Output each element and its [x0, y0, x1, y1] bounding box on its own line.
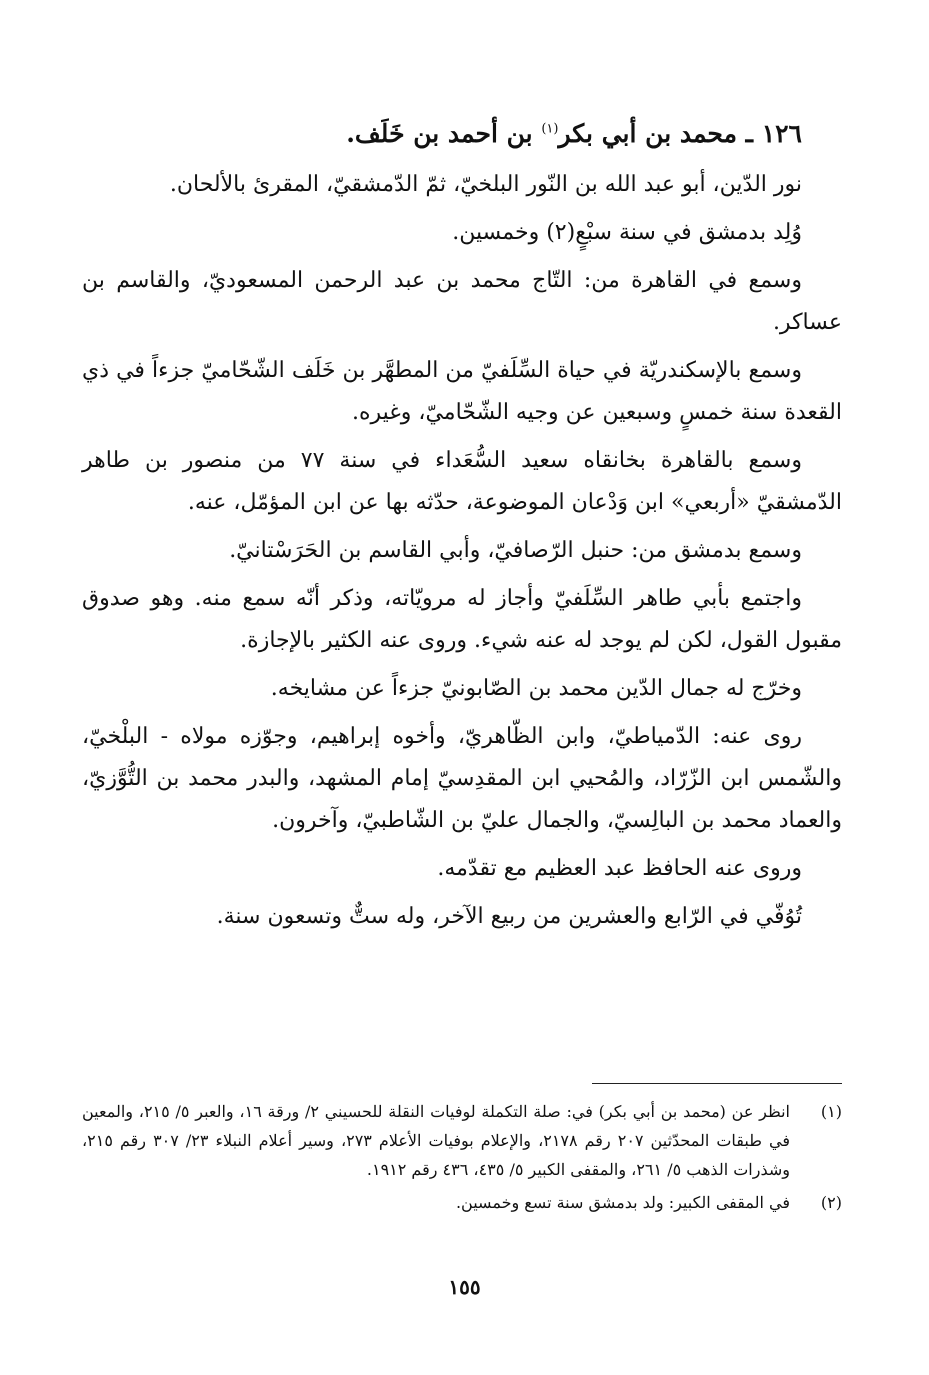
paragraph: وروى عنه الحافظ عبد العظيم مع تقدّمه. [437, 856, 802, 881]
paragraph: وسمع بالإسكندريّة في حياة السِّلَفيّ من المطهَّر بن خَلَف الشّحّاميّ جزءاً في ذي القعدة سنة خمسٍ وسبعين عن وجيه الشّحّاميّ، وغيره. [82, 358, 842, 425]
paragraph: وسمع بدمشق من: حنبل الرّصافيّ، وأبي القاسم بن الحَرَسْتانيّ. [229, 538, 802, 563]
paragraph: واجتمع بأبي طاهر السِّلَفيّ وأجاز له مرويّاته، وذكر أنّه سمع منه. وهو صدوق مقبول القول، لكن لم يوجد له عنه شيء. وروى عنه الكثير بالإجازة. [82, 586, 842, 653]
page-number: ١٥٥ [448, 1275, 481, 1299]
footnote-divider [592, 1083, 842, 1084]
footnote-number: (١) [820, 1102, 842, 1121]
footnote [82, 1097, 842, 1184]
paragraph: وسمع بالقاهرة بخانقاه سعيد السُّعَداء في سنة ٧٧ من منصور بن طاهر الدّمشقيّ «أربعي» ابن وَدْعان الموضوعة، حدّثه بها عن ابن المؤمّل، عنه. [82, 448, 842, 515]
main-text [82, 112, 842, 944]
entry-title: ١٢٦ ـ محمد بن أبي بكر [558, 119, 802, 148]
paragraph: وُلِد بدمشق في سنة سبْعٍ(٢) وخمسين. [452, 220, 802, 245]
entry-heading [82, 112, 802, 156]
footnote-text: في المقفى الكبير: ولد بدمشق سنة تسع وخمسين. [455, 1193, 790, 1212]
paragraph: نور الدّين، أبو عبد الله بن النّور البلخيّ، ثمّ الدّمشقيّ، المقرئ بالألحان. [169, 172, 802, 197]
paragraph: روى عنه: الدّمياطيّ، وابن الظّاهريّ، وأخوه إبراهيم، وجوّزه مولاه - البلْخيّ، والشّمس ابن الزّرّاد، والمُحيي ابن المقدِسيّ إمام المشهد، والبدر محمد بن التُّوَّزيّ، والعماد محمد بن البالِسيّ، والجمال عليّ بن الشّاطبيّ، وآخرون. [82, 724, 842, 833]
paragraph: وخرّج له جمال الدّين محمد بن الصّابونيّ جزءاً عن مشايخه. [270, 676, 802, 701]
paragraph: وسمع في القاهرة من: التّاج محمد بن عبد الرحمن المسعوديّ، والقاسم بن عساكر. [82, 268, 842, 335]
footnote-text: انظر عن (محمد بن أبي بكر) في: صلة التكملة لوفيات النقلة للحسيني ٢/ ورقة ١٦، والعبر ٥/ ٢١٥، والمعين في طبقات المحدّثين ٢٠٧ رقم ٢١٧٨، والإعلام بوفيات الأعلام ٢٧٣، وسير أعلام النبلاء ٢٣/ ٣٠٧ رقم ٢١٥، وشذرات الذهب ٥/ ٢٦١، والمقفى الكبير ٥/ ٤٣٥، ٤٣٦ رقم ١٩١٢. [82, 1102, 791, 1179]
footnote-number: (٢) [820, 1193, 842, 1212]
footnote [82, 1188, 842, 1217]
paragraph: تُوُفّي في الرّابع والعشرين من ربيع الآخر، وله ستٌّ وتسعون سنة. [216, 904, 802, 929]
footnote-ref-1: (١) [541, 121, 559, 137]
entry-title-rest: بن أحمد بن خَلَف. [346, 119, 542, 148]
footnotes [82, 1097, 842, 1221]
